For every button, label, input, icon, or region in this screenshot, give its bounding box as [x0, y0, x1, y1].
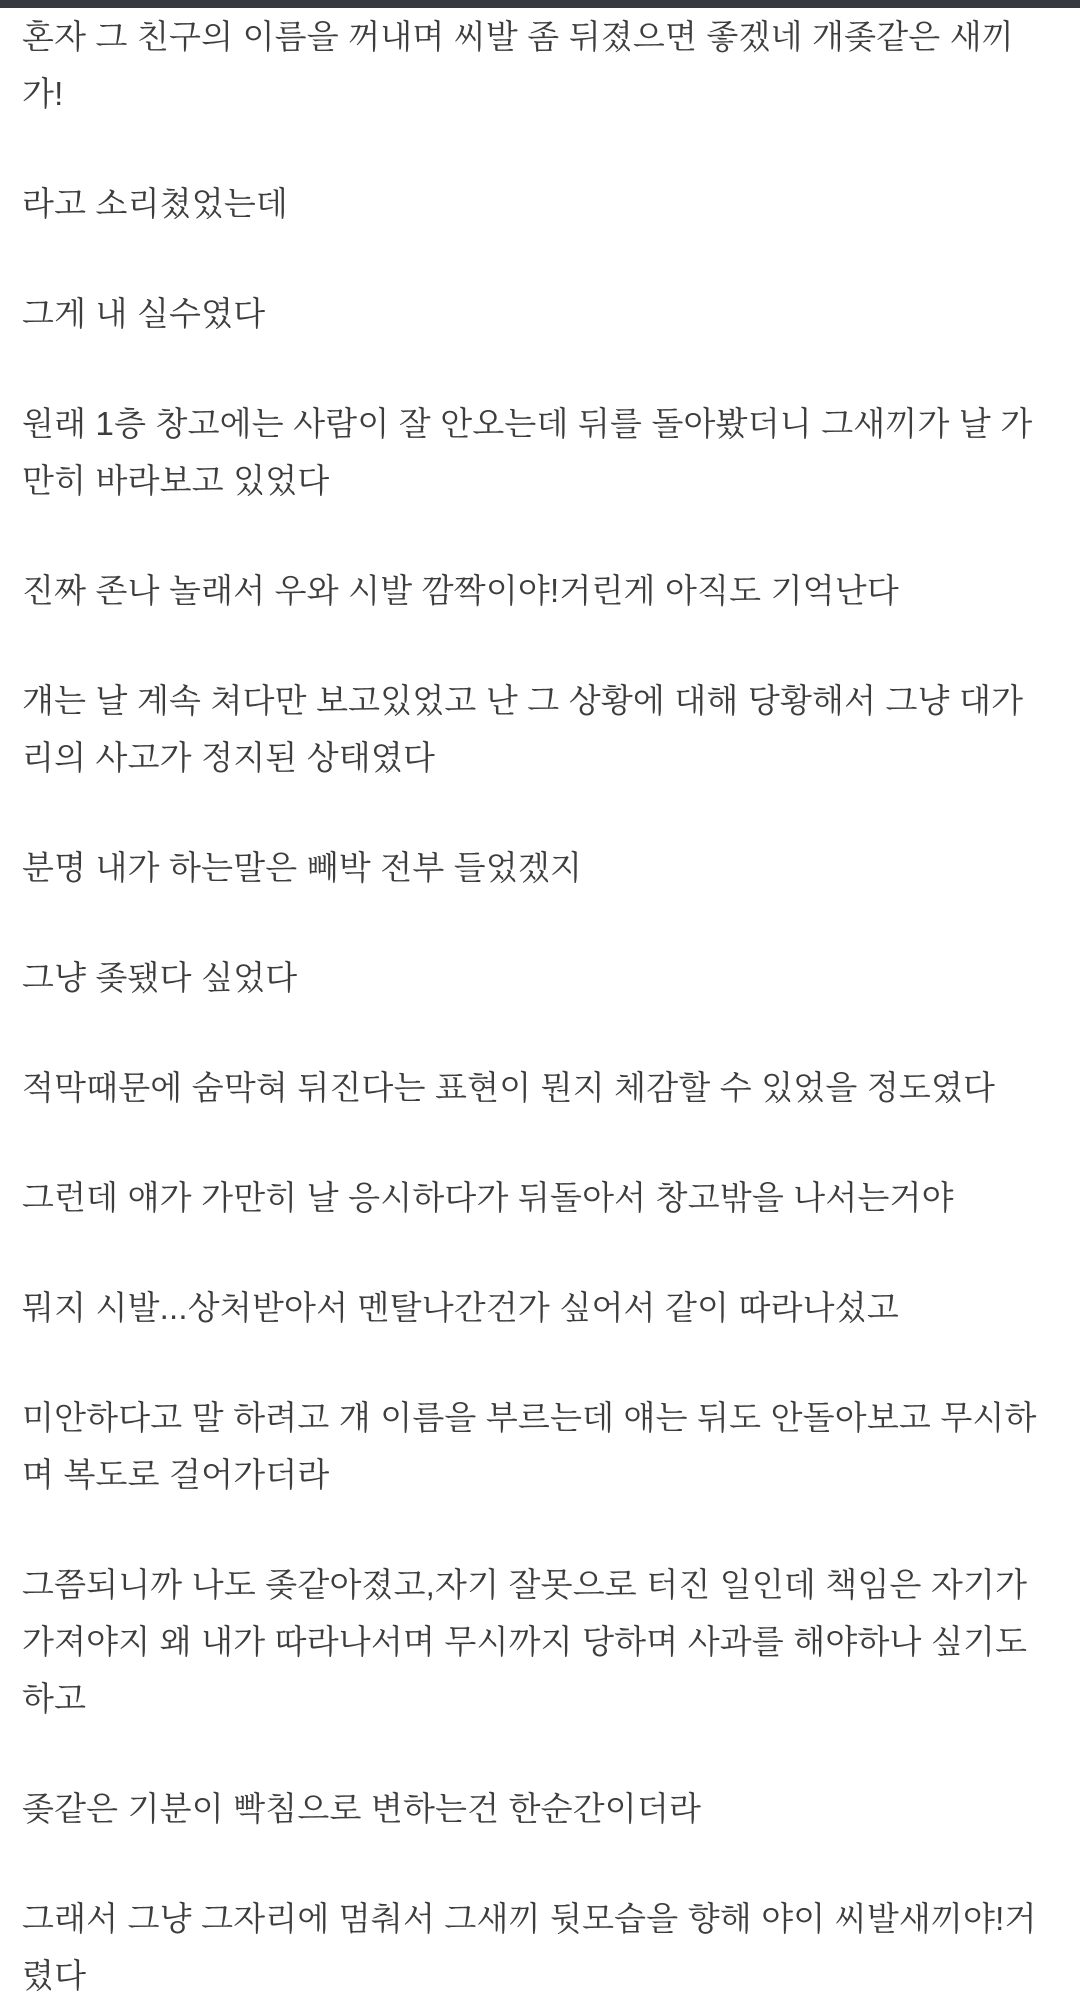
post-paragraph	[22, 949, 1062, 1006]
post-line: 그쯤되니까 나도 좆같아졌고,자기 잘못으로 터진 일인데 책임은 자기가	[22, 1566, 1028, 1603]
post-line: 그런데 얘가 가만히 날 응시하다가 뒤돌아서 창고밖을 나서는거야	[22, 1179, 954, 1216]
post-line: 가져야지 왜 내가 따라나서며 무시까지 당하며 사과를 해야하나 싶기도	[22, 1623, 1028, 1660]
post-paragraph	[22, 672, 1062, 786]
post-line: 하고	[22, 1680, 87, 1717]
post-paragraph	[22, 839, 1062, 896]
post-paragraph	[22, 285, 1062, 342]
post-line: 며 복도로 걸어가더라	[22, 1456, 330, 1493]
post-line: 그래서 그냥 그자리에 멈춰서 그새끼 뒷모습을 향해 야이 씨발새끼야!거	[22, 1900, 1037, 1937]
post-paragraph	[22, 395, 1062, 509]
post-line: 그냥 좆됐다 싶었다	[22, 959, 298, 996]
post-line: 가!	[22, 75, 64, 112]
post-line: 리의 사고가 정지된 상태였다	[22, 739, 436, 776]
post-paragraph	[22, 562, 1062, 619]
post-line: 렸다	[22, 1957, 87, 1994]
post-paragraph	[22, 1556, 1062, 1727]
post-paragraph	[22, 1059, 1062, 1116]
post-paragraph	[22, 1169, 1062, 1226]
post-line: 적막때문에 숨막혀 뒤진다는 표현이 뭔지 체감할 수 있었을 정도였다	[22, 1069, 996, 1106]
post-line: 만히 바라보고 있었다	[22, 462, 330, 499]
top-bar	[0, 0, 1080, 8]
post-line: 분명 내가 하는말은 빼박 전부 들었겠지	[22, 849, 583, 886]
post-line: 미안하다고 말 하려고 걔 이름을 부르는데 얘는 뒤도 안돌아보고 무시하	[22, 1399, 1037, 1436]
post-line: 걔는 날 계속 쳐다만 보고있었고 난 그 상황에 대해 당황해서 그냥 대가	[22, 682, 1024, 719]
post-paragraph	[22, 1780, 1062, 1837]
post-line: 원래 1층 창고에는 사람이 잘 안오는데 뒤를 돌아봤더니 그새끼가 날 가	[22, 405, 1033, 442]
post-body	[0, 8, 1080, 2004]
post-paragraph	[22, 175, 1062, 232]
post-line: 좆같은 기분이 빡침으로 변하는건 한순간이더라	[22, 1790, 702, 1827]
post-line: 그게 내 실수였다	[22, 295, 266, 332]
post-paragraph	[22, 8, 1062, 122]
post-paragraph	[22, 1279, 1062, 1336]
post-line: 혼자 그 친구의 이름을 꺼내며 씨발 좀 뒤졌으면 좋겠네 개좆같은 새끼	[22, 18, 1014, 55]
post-line: 라고 소리쳤었는데	[22, 185, 288, 222]
post-paragraph	[22, 1389, 1062, 1503]
post-line: 뭐지 시발...상처받아서 멘탈나간건가 싶어서 같이 따라나섰고	[22, 1289, 899, 1326]
post-line: 진짜 존나 놀래서 우와 시발 깜짝이야!거린게 아직도 기억난다	[22, 572, 899, 609]
post-paragraph	[22, 1890, 1062, 2004]
